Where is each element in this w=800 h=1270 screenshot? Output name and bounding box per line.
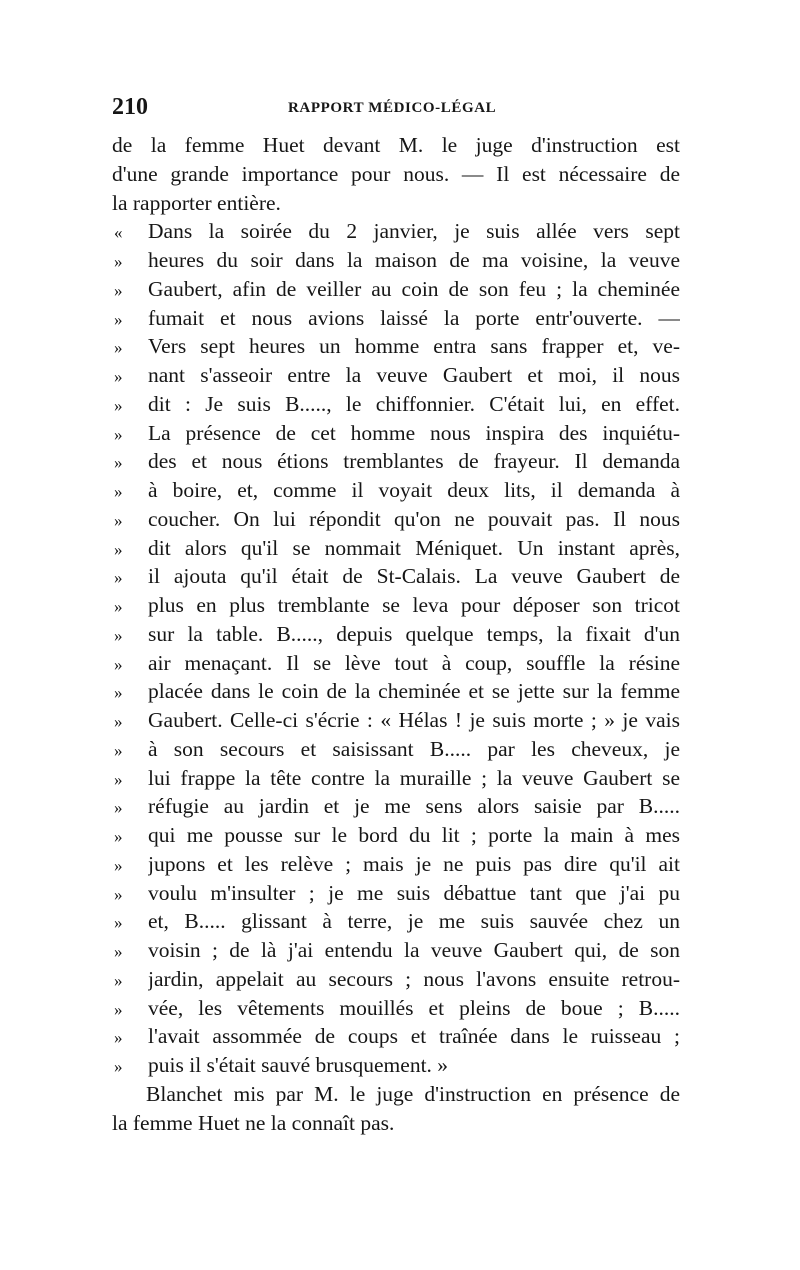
page-header (112, 94, 680, 120)
quote-mark: » (114, 510, 123, 530)
line-text: jupons et les relève ; mais je ne puis pas dire qu'il ait (148, 851, 680, 876)
text-line (112, 677, 680, 706)
quote-mark: » (114, 884, 123, 904)
text-line (112, 850, 680, 879)
text-line (112, 505, 680, 534)
quote-mark: » (114, 539, 123, 559)
body-text (112, 131, 680, 1137)
text-line (112, 131, 680, 160)
text-line (112, 390, 680, 419)
line-text: d'une grande importance pour nous. — Il est nécessaire de (112, 161, 680, 186)
text-line (112, 361, 680, 390)
text-line (112, 706, 680, 735)
line-text: lui frappe la tête contre la muraille ; la veuve Gaubert se (148, 765, 680, 790)
line-text: des et nous étions tremblantes de frayeur. Il demanda (148, 449, 680, 474)
quote-mark: » (114, 740, 123, 760)
quote-mark: » (114, 280, 123, 300)
text-line (112, 994, 680, 1023)
text-line (112, 476, 680, 505)
line-text: La présence de cet homme nous inspira des inquiétu- (148, 420, 680, 445)
line-text: vée, les vêtements mouillés et pleins de boue ; B..... (148, 995, 680, 1020)
line-text: plus en plus tremblante se leva pour déposer son tricot (148, 593, 680, 617)
line-text: il ajouta qu'il était de St-Calais. La veuve Gaubert de (148, 564, 680, 589)
text-line (112, 907, 680, 936)
text-line (112, 591, 680, 620)
quote-mark: » (114, 338, 123, 358)
text-line (112, 1022, 680, 1051)
text-line (112, 534, 680, 563)
line-text: à boire, et, comme il voyait deux lits, il demanda à (148, 478, 680, 502)
line-text: l'avait assommée de coups et traînée dans le ruisseau ; (148, 1024, 680, 1049)
line-text: Dans la soirée du 2 janvier, je suis allée vers sept (148, 219, 680, 244)
text-line (112, 189, 680, 218)
quote-mark: » (114, 482, 123, 501)
quote-mark: » (114, 855, 123, 875)
text-line (112, 160, 680, 189)
line-text: qui me pousse sur le bord du lit ; porte la main à mes (148, 823, 680, 847)
quote-mark: » (114, 654, 123, 674)
line-text: nant s'asseoir entre la veuve Gaubert et moi, il nous (148, 363, 680, 387)
quote-mark: » (114, 424, 123, 444)
text-line (112, 792, 680, 821)
quote-mark: » (114, 913, 123, 933)
line-text: Gaubert. Celle-ci s'écrie : « Hélas ! je suis morte ; » je vais (148, 708, 680, 732)
quote-mark: » (114, 395, 123, 415)
line-text: jardin, appelait au secours ; nous l'avons ensuite retrou- (148, 966, 680, 991)
text-line (112, 246, 680, 275)
text-line (112, 965, 680, 994)
text-line (112, 764, 680, 793)
text-line (112, 879, 680, 908)
text-line (112, 275, 680, 304)
text-line (112, 1051, 680, 1080)
quote-mark: » (114, 453, 123, 473)
line-text: et, B..... glissant à terre, je me suis sauvée chez un (148, 909, 680, 934)
line-text: à son secours et saisissant B..... par les cheveux, je (148, 736, 680, 761)
quote-mark: » (114, 970, 123, 990)
text-line (112, 419, 680, 448)
quote-mark: » (114, 309, 123, 329)
text-line (112, 447, 680, 476)
quote-mark: » (114, 942, 123, 961)
text-line (112, 821, 680, 850)
quote-mark: » (114, 683, 123, 703)
quote-mark: « (114, 223, 123, 243)
line-text: sur la table. B....., depuis quelque temps, la fixait d'un (148, 621, 680, 646)
text-line (112, 562, 680, 591)
quote-mark: » (114, 1028, 123, 1048)
page-number: 210 (112, 94, 148, 120)
text-line (112, 1080, 680, 1109)
quote-mark: » (114, 625, 123, 645)
line-text: réfugie au jardin et je me sens alors saisie par B..... (148, 794, 680, 819)
quote-mark: » (114, 827, 123, 846)
line-text: placée dans le coin de la cheminée et se jette sur la femme (148, 679, 680, 704)
quote-mark: » (114, 798, 123, 818)
line-text: puis il s'était sauvé brusquement. » (148, 1053, 449, 1077)
text-line (112, 217, 680, 246)
line-text: fumait et nous avions laissé la porte entr'ouverte. — (148, 305, 680, 330)
text-line (112, 332, 680, 361)
line-text: la rapporter entière. (112, 190, 281, 215)
line-text: heures du soir dans la maison de ma voisine, la veuve (148, 248, 680, 272)
line-text: de la femme Huet devant M. le juge d'instruction est (112, 133, 680, 157)
text-line (112, 735, 680, 764)
text-line (112, 936, 680, 965)
line-text: air menaçant. Il se lève tout à coup, souffle la résine (148, 650, 680, 675)
text-line (112, 649, 680, 678)
quote-mark: » (114, 769, 123, 789)
line-text: Vers sept heures un homme entra sans frapper et, ve- (148, 334, 680, 359)
quote-mark: » (114, 1057, 123, 1076)
line-text: voulu m'insulter ; je me suis débattue tant que j'ai pu (148, 880, 680, 905)
line-text: la femme Huet ne la connaît pas. (112, 1110, 395, 1135)
quote-mark: » (114, 252, 123, 271)
line-text: Gaubert, afin de veiller au coin de son feu ; la cheminée (148, 276, 680, 301)
quote-mark: » (114, 597, 123, 616)
text-line (112, 304, 680, 333)
line-text: Blanchet mis par M. le juge d'instruction en présence de (146, 1081, 680, 1106)
text-line (112, 620, 680, 649)
running-title: RAPPORT MÉDICO-LÉGAL (288, 100, 497, 116)
text-line (112, 1109, 680, 1138)
line-text: coucher. On lui répondit qu'on ne pouvait pas. Il nous (148, 506, 680, 531)
line-text: voisin ; de là j'ai entendu la veuve Gaubert qui, de son (148, 938, 680, 962)
quote-mark: » (114, 712, 123, 731)
line-text: dit alors qu'il se nommait Méniquet. Un instant après, (148, 535, 680, 560)
quote-mark: » (114, 568, 123, 588)
quote-mark: » (114, 367, 123, 386)
line-text: dit : Je suis B....., le chiffonnier. C'était lui, en effet. (148, 391, 680, 416)
quote-mark: » (114, 999, 123, 1019)
